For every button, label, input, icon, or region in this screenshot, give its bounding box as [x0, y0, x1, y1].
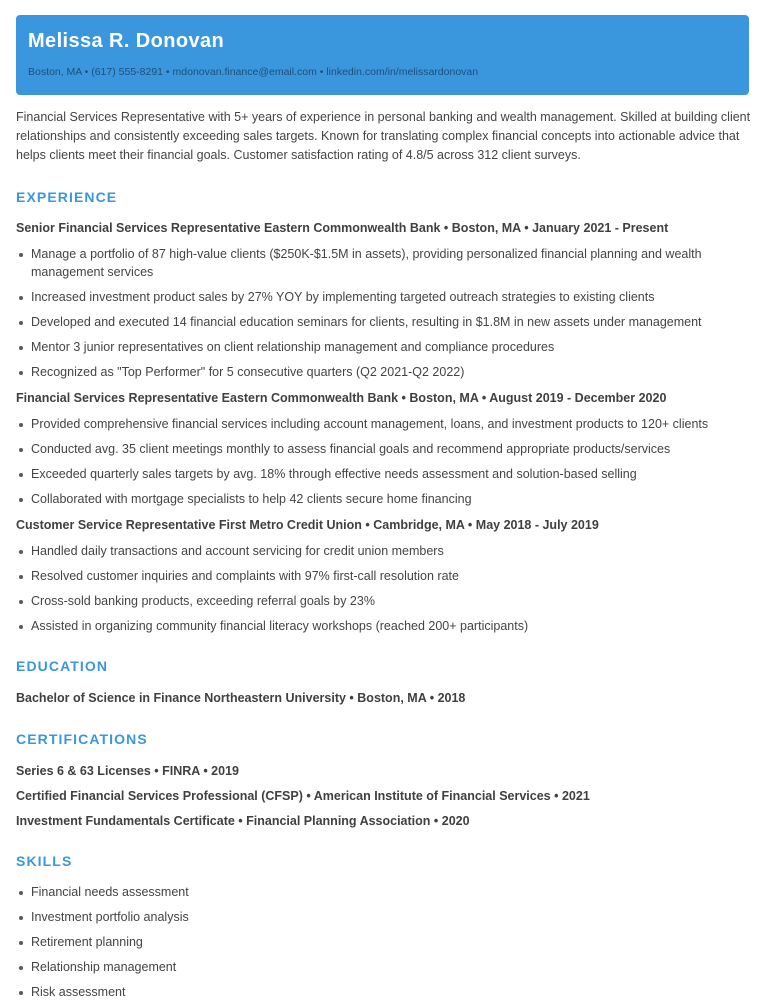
job-entry	[16, 516, 751, 635]
bullet-text: Cross-sold banking products, exceeding referral goals by 23%	[31, 594, 375, 608]
job-title: Financial Services Representative Eastern Commonwealth Bank • Boston, MA • August 2019 - December 2020	[16, 391, 667, 405]
bullet-dot-icon	[19, 991, 23, 995]
list-item	[16, 313, 751, 331]
section-title-certifications: CERTIFICATIONS	[16, 731, 148, 747]
skill-text: Relationship management	[31, 960, 177, 974]
list-item	[16, 288, 751, 306]
bullet-text: Developed and executed 14 financial education seminars for clients, resulting in $1.8M in new assets under management	[31, 315, 702, 329]
contact-line: Boston, MA • (617) 555-8291 • mdonovan.finance@email.com • linkedin.com/in/melissardonovan	[28, 66, 479, 78]
bullet-text: Handled daily transactions and account servicing for credit union members	[31, 544, 444, 558]
list-item	[16, 440, 751, 458]
resume-header	[16, 15, 749, 95]
education-entry: Bachelor of Science in Finance Northeastern University • Boston, MA • 2018	[16, 691, 466, 705]
bullet-text: Resolved customer inquiries and complaints with 97% first-call resolution rate	[31, 569, 459, 583]
bullet-dot-icon	[19, 941, 23, 945]
bullet-dot-icon	[19, 253, 23, 257]
list-item	[16, 338, 751, 356]
bullet-dot-icon	[19, 625, 23, 629]
bullet-text: Collaborated with mortgage specialists to help 42 clients secure home financing	[31, 492, 472, 506]
bullet-dot-icon	[19, 550, 23, 554]
bullet-dot-icon	[19, 448, 23, 452]
list-item	[16, 958, 751, 976]
list-item	[16, 933, 751, 951]
bullet-text: Conducted avg. 35 client meetings monthly to assess financial goals and recommend appropriate products/services	[31, 442, 671, 456]
job-entry	[16, 219, 751, 381]
skills-list	[16, 883, 751, 1001]
bullet-text: Assisted in organizing community financial literacy workshops (reached 200+ participants)	[31, 619, 529, 633]
bullet-dot-icon	[19, 891, 23, 895]
skill-text: Investment portfolio analysis	[31, 910, 189, 924]
certification-entry: Investment Fundamentals Certificate • Financial Planning Association • 2020	[16, 814, 470, 828]
job-title: Senior Financial Services Representative Eastern Commonwealth Bank • Boston, MA • January 2021 - Present	[16, 221, 669, 235]
bullet-text: Mentor 3 junior representatives on client relationship management and compliance procedures	[31, 340, 555, 354]
bullet-dot-icon	[19, 371, 23, 375]
bullet-text: Increased investment product sales by 27% YOY by implementing targeted outreach strategies to existing clients	[31, 290, 655, 304]
list-item	[16, 465, 751, 483]
list-item	[16, 908, 751, 926]
bullet-text: Exceeded quarterly sales targets by avg. 18% through effective needs assessment and solution-based selling	[31, 467, 637, 481]
skill-text: Retirement planning	[31, 935, 143, 949]
list-item	[16, 617, 751, 635]
list-item	[16, 415, 751, 433]
list-item	[16, 983, 751, 1001]
bullet-dot-icon	[19, 600, 23, 604]
bullet-dot-icon	[19, 575, 23, 579]
list-item	[16, 567, 751, 585]
certification-entry: Series 6 & 63 Licenses • FINRA • 2019	[16, 764, 239, 778]
resume-body	[16, 108, 751, 1001]
list-item	[16, 245, 751, 281]
bullet-text: Recognized as "Top Performer" for 5 consecutive quarters (Q2 2021-Q2 2022)	[31, 365, 465, 379]
professional-summary: Financial Services Representative with 5+ years of experience in personal banking and wealth management. Skilled at building client relationships and consistently exceeding sales targets. Known for translating complex financial concepts into actionable advice that helps clients meet their financial goals. Customer satisfaction rating of 4.8/5 across 312 client surveys.	[16, 110, 751, 162]
job-title: Customer Service Representative First Metro Credit Union • Cambridge, MA • May 2018 - July 2019	[16, 518, 599, 532]
bullet-text: Manage a portfolio of 87 high-value clients ($250K-$1.5M in assets), providing personalized financial planning and wealth management services	[31, 247, 702, 279]
list-item	[16, 883, 751, 901]
list-item	[16, 490, 751, 508]
certification-entry: Certified Financial Services Professional (CFSP) • American Institute of Financial Services • 2021	[16, 789, 590, 803]
list-item	[16, 592, 751, 610]
skill-text: Financial needs assessment	[31, 885, 189, 899]
bullet-dot-icon	[19, 423, 23, 427]
bullet-dot-icon	[19, 346, 23, 350]
bullet-text: Provided comprehensive financial services including account management, loans, and investment products to 120+ clients	[31, 417, 709, 431]
candidate-name: Melissa R. Donovan	[28, 30, 225, 52]
job-bullets	[16, 542, 751, 635]
bullet-dot-icon	[19, 321, 23, 325]
bullet-dot-icon	[19, 498, 23, 502]
section-title-education: EDUCATION	[16, 658, 109, 674]
section-title-experience: EXPERIENCE	[16, 189, 118, 205]
bullet-dot-icon	[19, 916, 23, 920]
job-bullets	[16, 245, 751, 381]
job-entry	[16, 389, 751, 508]
section-title-skills: SKILLS	[16, 853, 73, 869]
bullet-dot-icon	[19, 966, 23, 970]
bullet-dot-icon	[19, 473, 23, 477]
skill-text: Risk assessment	[31, 985, 126, 999]
job-bullets	[16, 415, 751, 508]
list-item	[16, 542, 751, 560]
list-item	[16, 363, 751, 381]
bullet-dot-icon	[19, 296, 23, 300]
